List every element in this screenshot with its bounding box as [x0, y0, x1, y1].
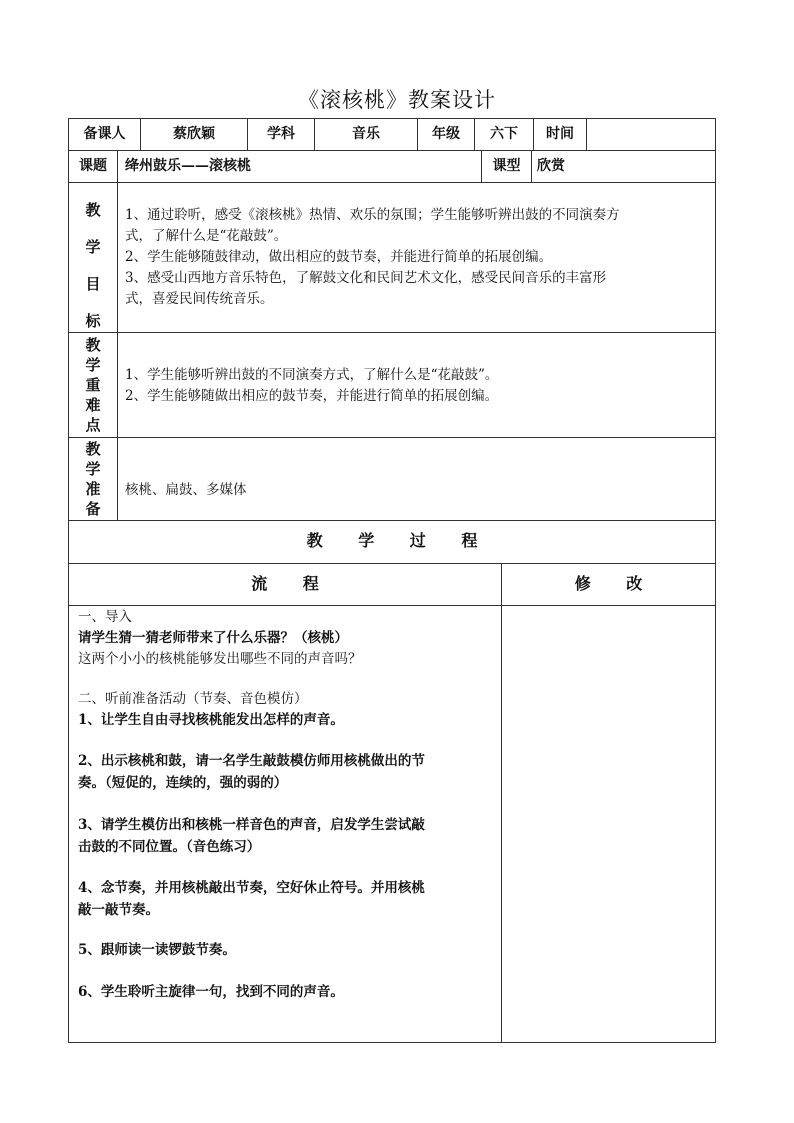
revise-header: 修 改: [574, 574, 643, 593]
key-points-text: 1、学生能够听辨出鼓的不同演奏方式，了解什么是“花敲鼓”。 2、学生能够随做出相应的鼓节奏，并能进行简单的拓展创编。: [125, 367, 499, 404]
col-divider: [586, 119, 587, 150]
preparer-value: 蔡欣颖: [173, 126, 215, 142]
col-divider: [531, 150, 532, 182]
flow-line: 敲一敲节奏。: [78, 902, 159, 918]
preparer-label: 备课人: [83, 126, 126, 142]
flow-line: 1、让学生自由寻找核桃能发出怎样的声音。: [78, 712, 344, 728]
subject-label: 学科: [267, 126, 295, 142]
flow-line: 5、跟师读一读锣鼓节奏。: [78, 942, 236, 958]
row-divider: [69, 332, 715, 333]
topic-label: 课题: [79, 158, 107, 174]
goals-label: 教 学 目 标: [85, 201, 101, 330]
preparation-label: 教 学 准 备: [85, 440, 101, 518]
flow-line: 一、导入: [78, 609, 132, 625]
preparation-text: 核桃、扁鼓、多媒体: [125, 482, 247, 498]
topic-value: 绛州鼓乐——滚核桃: [125, 158, 251, 174]
flow-line: 6、学生聆听主旋律一句，找到不同的声音。: [78, 984, 344, 1000]
flow-header: 流 程: [251, 574, 319, 593]
grade-value: 六下: [490, 126, 518, 142]
flow-line: 4、念节奏，并用核桃敲出节奏，空好休止符号。并用核桃: [78, 880, 425, 896]
type-label: 课型: [492, 158, 521, 174]
flow-line: 3、请学生模仿出和核桃一样音色的声音，启发学生尝试敲: [78, 817, 425, 833]
revise-notes-area: [502, 606, 715, 1042]
grade-label: 年级: [432, 126, 460, 142]
process-header: 教 学 过 程: [306, 531, 478, 550]
row-divider: [69, 520, 715, 521]
row-divider: [69, 437, 715, 438]
document-title: 《滚核桃》教案设计: [298, 88, 496, 112]
flow-line: 这两个小小的核桃能够发出哪些不同的声音吗？: [78, 651, 362, 667]
col-divider: [117, 182, 118, 520]
flow-line: 请学生猜一猜老师带来了什么乐器？（核桃）: [78, 630, 348, 646]
flow-line: 2、出示核桃和鼓，请一名学生敲鼓模仿师用核桃做出的节: [78, 753, 425, 769]
flow-line: 击鼓的不同位置。（音色练习）: [78, 839, 261, 855]
time-label: 时间: [546, 126, 574, 142]
row-divider: [69, 150, 715, 151]
flow-line: 二、听前准备活动（节奏、音色模仿）: [78, 691, 308, 707]
lesson-plan-table: [68, 118, 716, 1043]
flow-line: 奏。（短促的，连续的，强的弱的）: [78, 775, 288, 791]
row-divider: [69, 182, 715, 183]
goals-text: 1、通过聆听，感受《滚核桃》热情、欢乐的氛围；学生能够听辨出鼓的不同演奏方 式，了解什么是“花敲鼓”。 2、学生能够随鼓律动，做出相应的鼓节奏，并能进行简单的拓展创编。 3、感受山西地方音乐特色，了解鼓文化和民间艺术文化，感受民间音乐的丰富形 式，喜爱民间传统音乐。: [125, 207, 620, 307]
type-value: 欣赏: [537, 158, 565, 174]
key-points-label: 教 学 重 难 点: [85, 336, 101, 434]
row-divider: [69, 563, 715, 564]
col-divider: [117, 150, 118, 182]
subject-value: 音乐: [352, 126, 380, 142]
